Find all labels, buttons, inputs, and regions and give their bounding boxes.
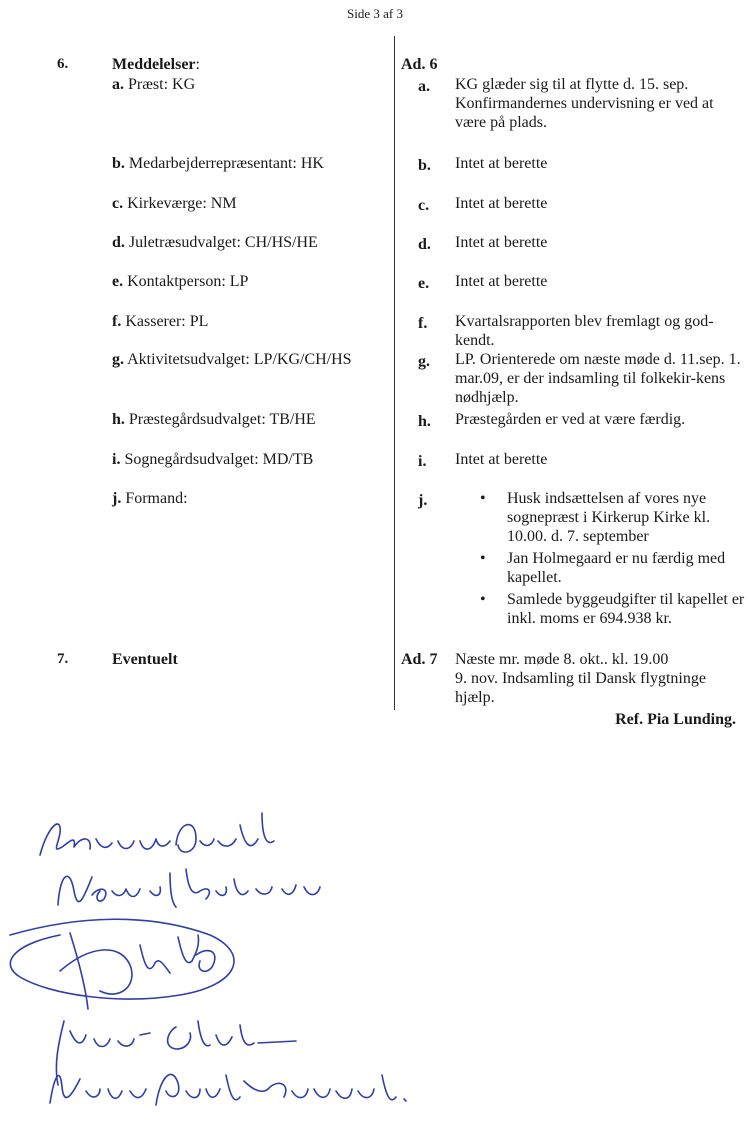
ad6-b-text: Intet at berette (455, 155, 548, 172)
column-divider (394, 36, 395, 710)
item-e-label: e. Kontaktperson: LP (112, 273, 249, 290)
item-i-label: i. Sognegårdsudvalget: MD/TB (112, 451, 314, 468)
ad6-b-letter: b. (418, 157, 431, 174)
ad7-line-2: 9. nov. Indsamling til Dansk flygtninge hjælp. (455, 670, 706, 706)
item-b-label: b. Medarbejderrepræsentant: HK (112, 155, 324, 172)
item-h-label: h. Præstegårdsudvalget: TB/HE (112, 411, 316, 428)
signatures-image (0, 795, 460, 1125)
signature-2 (58, 869, 320, 907)
ad6-e-letter: e. (418, 275, 430, 292)
item-j-label: j. Formand: (112, 490, 188, 507)
bullet: • (480, 591, 486, 608)
ad6-j-bullet-3: Samlede byggeudgifter til kapellet er inkl. moms er 694.938 kr. (507, 591, 745, 627)
item-d-label: d. Juletræsudvalget: CH/HS/HE (112, 234, 318, 251)
ad6-d-text: Intet at berette (455, 234, 548, 251)
ad6-f-text: Kvartalsrapporten blev fremlagt og god-kendt. (455, 313, 714, 349)
bullet: • (480, 490, 486, 507)
ad6-g-text: LP. Orienterede om næste møde d. 11.sep. 1. mar.09, er der indsamling til folkekir-kens nødhjælp. (455, 351, 741, 406)
signature-3 (10, 919, 234, 1009)
ad6-g-letter: g. (418, 353, 430, 370)
referent: Ref. Pia Lunding. (615, 711, 736, 728)
section-6-number: 6. (57, 56, 69, 72)
signature-5 (50, 1074, 406, 1105)
ad6-a-text: KG glæder sig til at flytte d. 15. sep. Konfirmandernes undervisning er ved at være på plads. (455, 76, 714, 131)
ad6-i-letter: i. (418, 453, 427, 470)
ad6-c-text: Intet at berette (455, 195, 548, 212)
bullet: • (480, 550, 486, 567)
ad6-h-text: Præstegården er ved at være færdig. (455, 411, 686, 428)
ad6-j-bullet-2: Jan Holmegaard er nu færdig med kapellet. (507, 550, 726, 586)
ad6-e-text: Intet at berette (455, 273, 548, 290)
section-7-title: Eventuelt (112, 651, 178, 668)
item-f-label: f. Kasserer: PL (112, 313, 209, 330)
signature-1 (40, 813, 274, 855)
ad6-f-letter: f. (418, 315, 428, 332)
page-number: Side 3 af 3 (347, 6, 403, 21)
ad6-a-letter: a. (418, 78, 430, 95)
item-c-label: c. Kirkeværge: NM (112, 195, 237, 212)
ad6-i-text: Intet at berette (455, 451, 548, 468)
ad7-heading: Ad. 7 (401, 651, 438, 668)
section-6-title: Meddelelser: (112, 56, 200, 73)
ad6-heading: Ad. 6 (401, 56, 438, 73)
item-g-label: g. Aktivitetsudvalget: LP/KG/CH/HS (112, 351, 352, 368)
ad6-j-bullet-1: Husk indsættelsen af vores nye sognepræst i Kirkerup Kirke kl. 10.00. d. 7. september (507, 490, 711, 545)
ad7-line-1: Næste mr. møde 8. okt.. kl. 19.00 (455, 651, 669, 668)
ad6-c-letter: c. (418, 197, 430, 214)
signature-4 (56, 1021, 296, 1085)
ad6-d-letter: d. (418, 236, 431, 253)
ad6-h-letter: h. (418, 413, 431, 430)
item-a-label: a. Præst: KG (112, 76, 196, 93)
section-7-number: 7. (57, 651, 69, 667)
ad6-j-letter: j. (418, 492, 428, 509)
